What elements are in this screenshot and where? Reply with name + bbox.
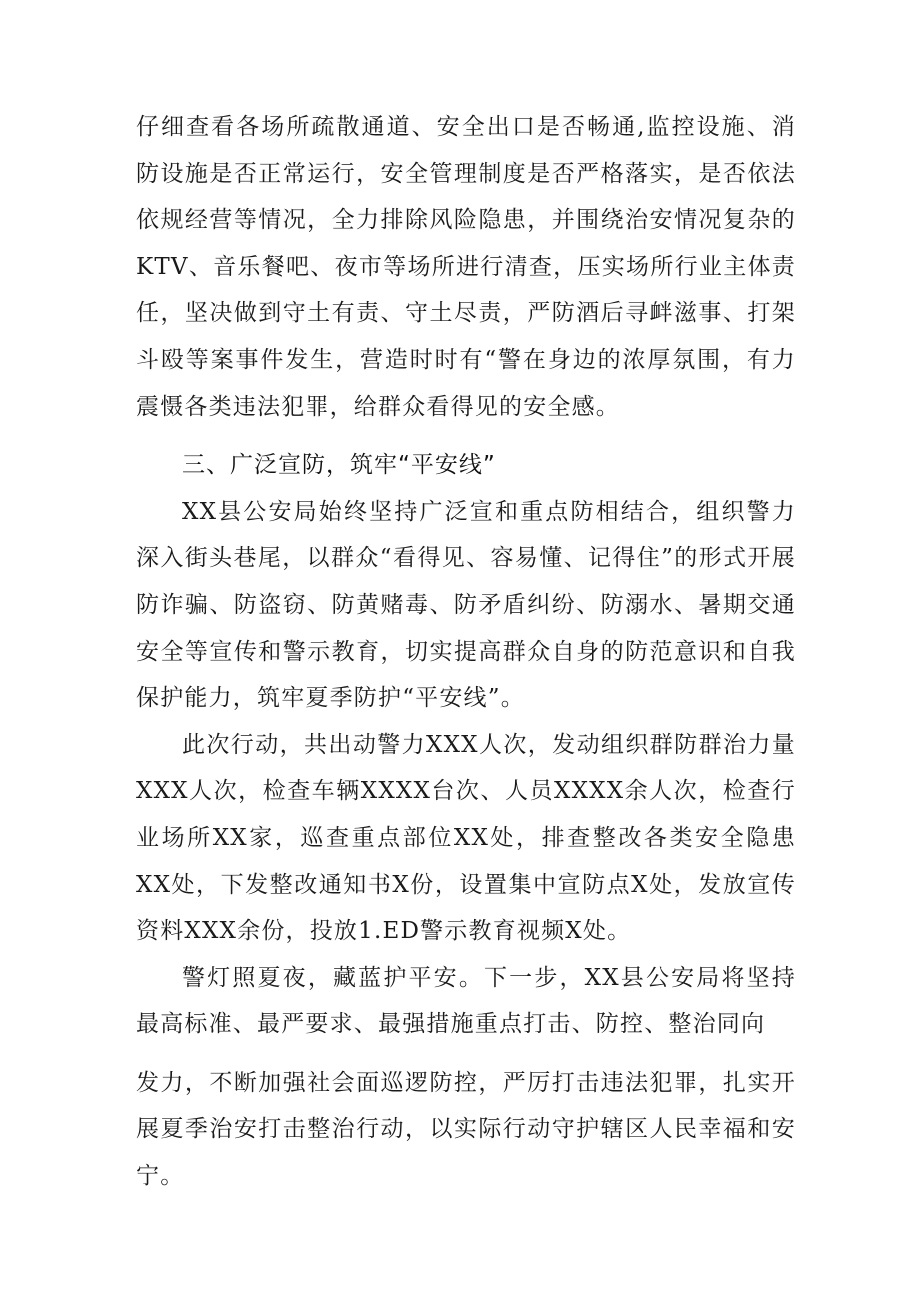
paragraph-conclusion: 发力，不断加强社会面巡逻防控，严厉打击违法犯罪，扎实开展夏季治安打击整治行动，以实际行动守护辖区人民幸福和安宁。 — [136, 1069, 796, 1190]
document-page — [136, 104, 796, 1200]
paragraph-venue-inspection: 仔细查看各场所疏散通道、安全出口是否畅通,监控设施、消防设施是否正常运行，安全管理制度是否严格落实，是否依法依规经营等情况，全力排除风险隐患，并围绕治安情况复杂的KTV、音乐餐吧、夜市等场所进行清查，压实场所行业主体责任，坚决做到守土有责、守土尽责，严防酒后寻衅滋事、打架斗殴等案事件发生，营造时时有“警在身边的浓厚氛围，有力震慑各类违法犯罪，给群众看得见的安全感。 — [136, 114, 796, 420]
paragraph-next-step: 警灯照夏夜，藏蓝护平安。下一步，XX县公安局将坚持最高标准、最严要求、最强措施重点打击、防控、整治同向 — [136, 964, 796, 1038]
paragraph-publicity: XX县公安局始终坚持广泛宣和重点防相结合，组织警力深入街头巷尾，以群众“看得见、容易懂、记得住”的形式开展防诈骗、防盗窃、防黄赌毒、防矛盾纠纷、防溺水、暑期交通安全等宣传和警示教育，切实提高群众自身的防范意识和自我保护能力，筑牢夏季防护“平安线”。 — [136, 498, 796, 712]
paragraph-statistics: 此次行动，共出动警力XXX人次，发动组织群防群治力量XXX人次，检查车辆XXXX台次、人员XXXX余人次，检查行业场所XX家，巡查重点部位XX处，排查整改各类安全隐患XX处，下发整改通知书X份，设置集中宣防点X处，发放宣传资料XXX余份，投放1.ED警示教育视频X处。 — [136, 731, 796, 945]
section-heading-publicity: 三、广泛宣防，筑牢“平安线” — [182, 452, 496, 479]
